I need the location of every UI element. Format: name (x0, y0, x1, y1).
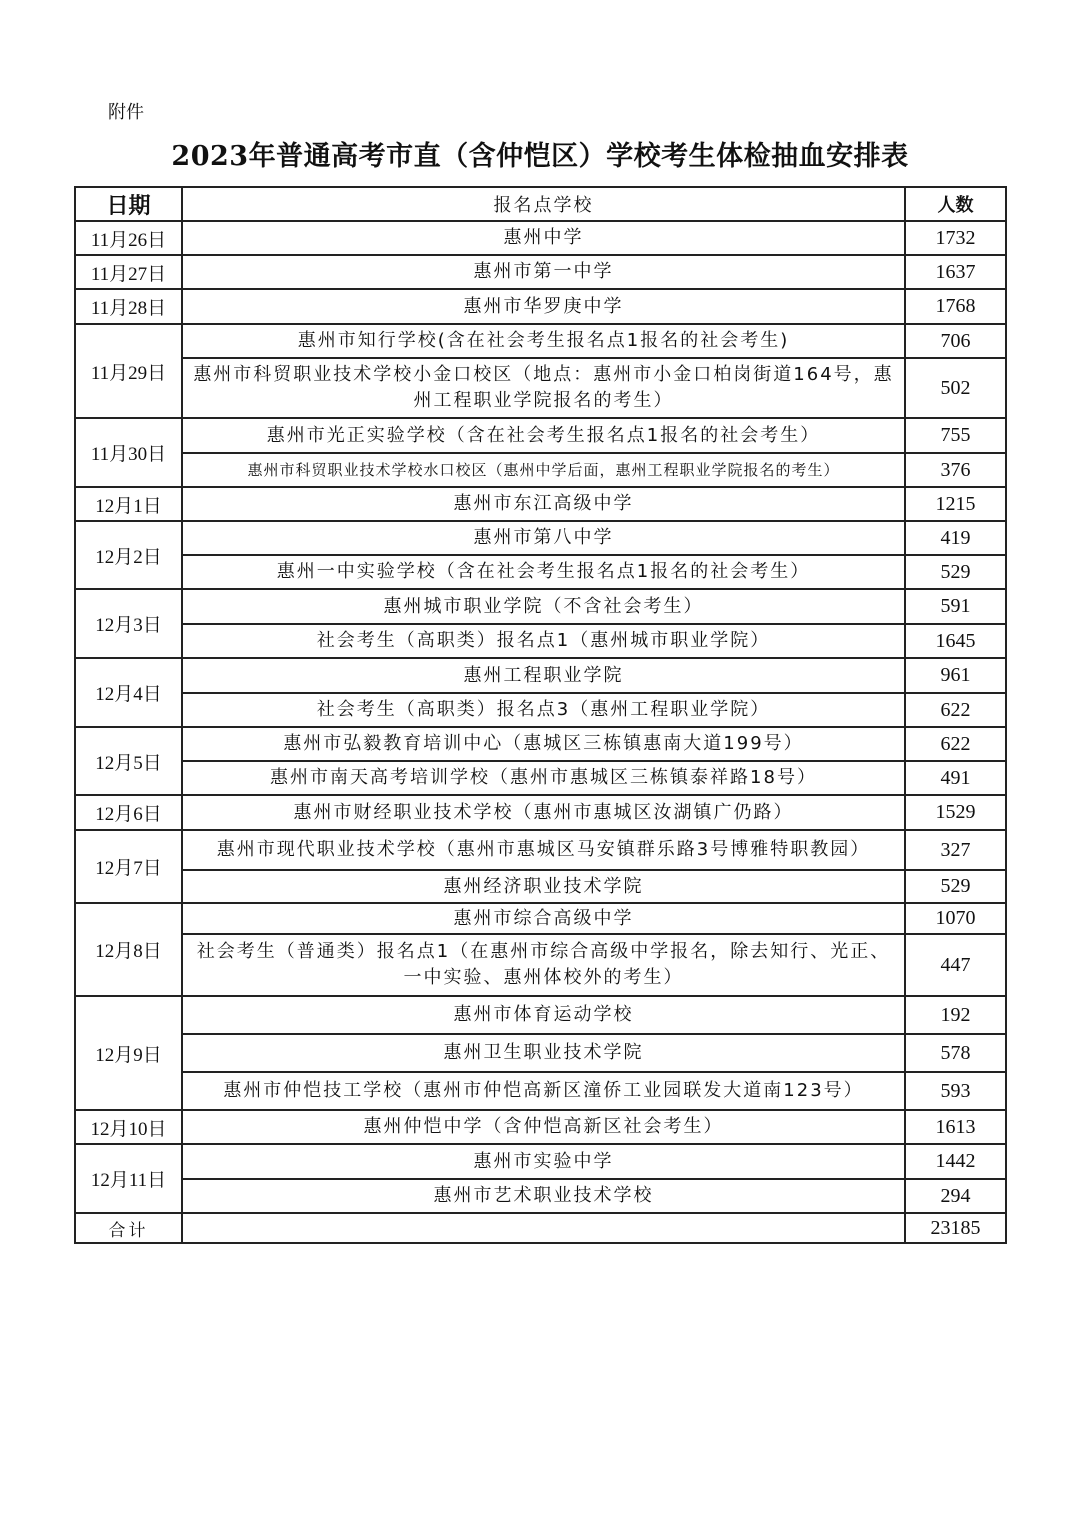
school-cell: 惠州一中实验学校（含在社会考生报名点1报名的社会考生） (182, 555, 905, 589)
count-cell: 1637 (905, 255, 1006, 289)
count-cell: 491 (905, 761, 1006, 795)
attachment-label: 附件 (108, 102, 144, 123)
page-title: 2023年普通高考市直（含仲恺区）学校考生体检抽血安排表 (171, 141, 909, 172)
count-cell: 1529 (905, 795, 1006, 830)
total-label-cell: 合计 (75, 1213, 182, 1243)
table-row (75, 870, 1006, 903)
school-cell: 社会考生（高职类）报名点1（惠州城市职业学院） (182, 624, 905, 658)
table-row (75, 589, 1006, 624)
count-cell: 447 (905, 934, 1006, 996)
school-cell: 惠州市华罗庚中学 (182, 289, 905, 324)
date-cell: 11月29日 (75, 324, 182, 418)
total-count-cell: 23185 (905, 1213, 1006, 1243)
count-cell: 961 (905, 658, 1006, 693)
school-cell: 惠州卫生职业技术学院 (182, 1034, 905, 1072)
school-cell: 惠州市第一中学 (182, 255, 905, 289)
table-row (75, 996, 1006, 1034)
count-cell: 529 (905, 870, 1006, 903)
count-cell: 376 (905, 453, 1006, 487)
school-cell: 惠州市实验中学 (182, 1144, 905, 1179)
table-row (75, 324, 1006, 358)
schedule-table (74, 186, 1007, 1244)
school-cell: 惠州市弘毅教育培训中心（惠城区三栋镇惠南大道199号） (182, 727, 905, 761)
count-cell: 1732 (905, 221, 1006, 255)
count-cell: 593 (905, 1072, 1006, 1110)
total-row (75, 1213, 1006, 1243)
school-cell: 惠州市知行学校(含在社会考生报名点1报名的社会考生) (182, 324, 905, 358)
school-cell: 惠州市第八中学 (182, 521, 905, 555)
column-header-date: 日期 (75, 187, 182, 221)
table-row (75, 555, 1006, 589)
school-cell: 惠州市仲恺技工学校（惠州市仲恺高新区潼侨工业园联发大道南123号） (182, 1072, 905, 1110)
table-row (75, 1179, 1006, 1213)
table-row (75, 255, 1006, 289)
count-cell: 192 (905, 996, 1006, 1034)
table-row (75, 761, 1006, 795)
date-cell: 12月1日 (75, 487, 182, 521)
count-cell: 529 (905, 555, 1006, 589)
date-cell: 12月9日 (75, 996, 182, 1110)
date-cell: 12月3日 (75, 589, 182, 658)
table-row (75, 453, 1006, 487)
date-cell: 12月11日 (75, 1144, 182, 1213)
school-cell: 惠州市东江高级中学 (182, 487, 905, 521)
count-cell: 419 (905, 521, 1006, 555)
count-cell: 578 (905, 1034, 1006, 1072)
table-row (75, 521, 1006, 555)
count-cell: 502 (905, 358, 1006, 418)
date-cell: 12月6日 (75, 795, 182, 830)
table-row (75, 727, 1006, 761)
count-cell: 1215 (905, 487, 1006, 521)
count-cell: 622 (905, 727, 1006, 761)
school-cell: 惠州市体育运动学校 (182, 996, 905, 1034)
count-cell: 294 (905, 1179, 1006, 1213)
column-header-school: 报名点学校 (182, 187, 905, 221)
table-row (75, 830, 1006, 870)
table-row (75, 693, 1006, 727)
school-cell: 社会考生（高职类）报名点3（惠州工程职业学院） (182, 693, 905, 727)
table-row (75, 795, 1006, 830)
column-header-count: 人数 (905, 187, 1006, 221)
count-cell: 1070 (905, 903, 1006, 934)
table-row (75, 624, 1006, 658)
table-row (75, 1072, 1006, 1110)
table-row (75, 1144, 1006, 1179)
count-cell: 1442 (905, 1144, 1006, 1179)
table-row (75, 658, 1006, 693)
school-cell: 惠州市光正实验学校（含在社会考生报名点1报名的社会考生） (182, 418, 905, 453)
table-row (75, 418, 1006, 453)
school-cell: 惠州市现代职业技术学校（惠州市惠城区马安镇群乐路3号博雅特职教园） (182, 830, 905, 870)
date-cell: 11月28日 (75, 289, 182, 324)
table-row (75, 289, 1006, 324)
count-cell: 1645 (905, 624, 1006, 658)
school-cell: 惠州市艺术职业技术学校 (182, 1179, 905, 1213)
count-cell: 1613 (905, 1110, 1006, 1144)
school-cell: 惠州城市职业学院（不含社会考生） (182, 589, 905, 624)
count-cell: 622 (905, 693, 1006, 727)
school-cell: 惠州工程职业学院 (182, 658, 905, 693)
date-cell: 12月8日 (75, 903, 182, 996)
date-cell: 12月7日 (75, 830, 182, 903)
table-row (75, 1110, 1006, 1144)
count-cell: 591 (905, 589, 1006, 624)
school-cell: 惠州中学 (182, 221, 905, 255)
school-cell: 惠州市科贸职业技术学校小金口校区（地点：惠州市小金口柏岗街道164号，惠州工程职业学院报名的考生） (182, 358, 905, 418)
date-cell: 12月4日 (75, 658, 182, 727)
date-cell: 12月2日 (75, 521, 182, 589)
table-row (75, 358, 1006, 418)
count-cell: 327 (905, 830, 1006, 870)
school-cell: 惠州市综合高级中学 (182, 903, 905, 934)
school-cell: 惠州市南天高考培训学校（惠州市惠城区三栋镇泰祥路18号） (182, 761, 905, 795)
table-row (75, 1034, 1006, 1072)
school-cell: 惠州市财经职业技术学校（惠州市惠城区汝湖镇广仍路） (182, 795, 905, 830)
date-cell: 11月26日 (75, 221, 182, 255)
date-cell: 12月5日 (75, 727, 182, 795)
school-cell: 惠州市科贸职业技术学校水口校区（惠州中学后面，惠州工程职业学院报名的考生） (182, 453, 905, 487)
date-cell: 12月10日 (75, 1110, 182, 1144)
school-cell: 惠州经济职业技术学院 (182, 870, 905, 903)
table-header-row (75, 187, 1006, 221)
table-row (75, 934, 1006, 996)
table-row (75, 487, 1006, 521)
school-cell: 惠州仲恺中学（含仲恺高新区社会考生） (182, 1110, 905, 1144)
count-cell: 755 (905, 418, 1006, 453)
table-row (75, 903, 1006, 934)
school-cell: 社会考生（普通类）报名点1（在惠州市综合高级中学报名，除去知行、光正、一中实验、惠州体校外的考生） (182, 934, 905, 996)
count-cell: 1768 (905, 289, 1006, 324)
total-school-cell (182, 1213, 905, 1243)
date-cell: 11月27日 (75, 255, 182, 289)
count-cell: 706 (905, 324, 1006, 358)
date-cell: 11月30日 (75, 418, 182, 487)
table-row (75, 221, 1006, 255)
